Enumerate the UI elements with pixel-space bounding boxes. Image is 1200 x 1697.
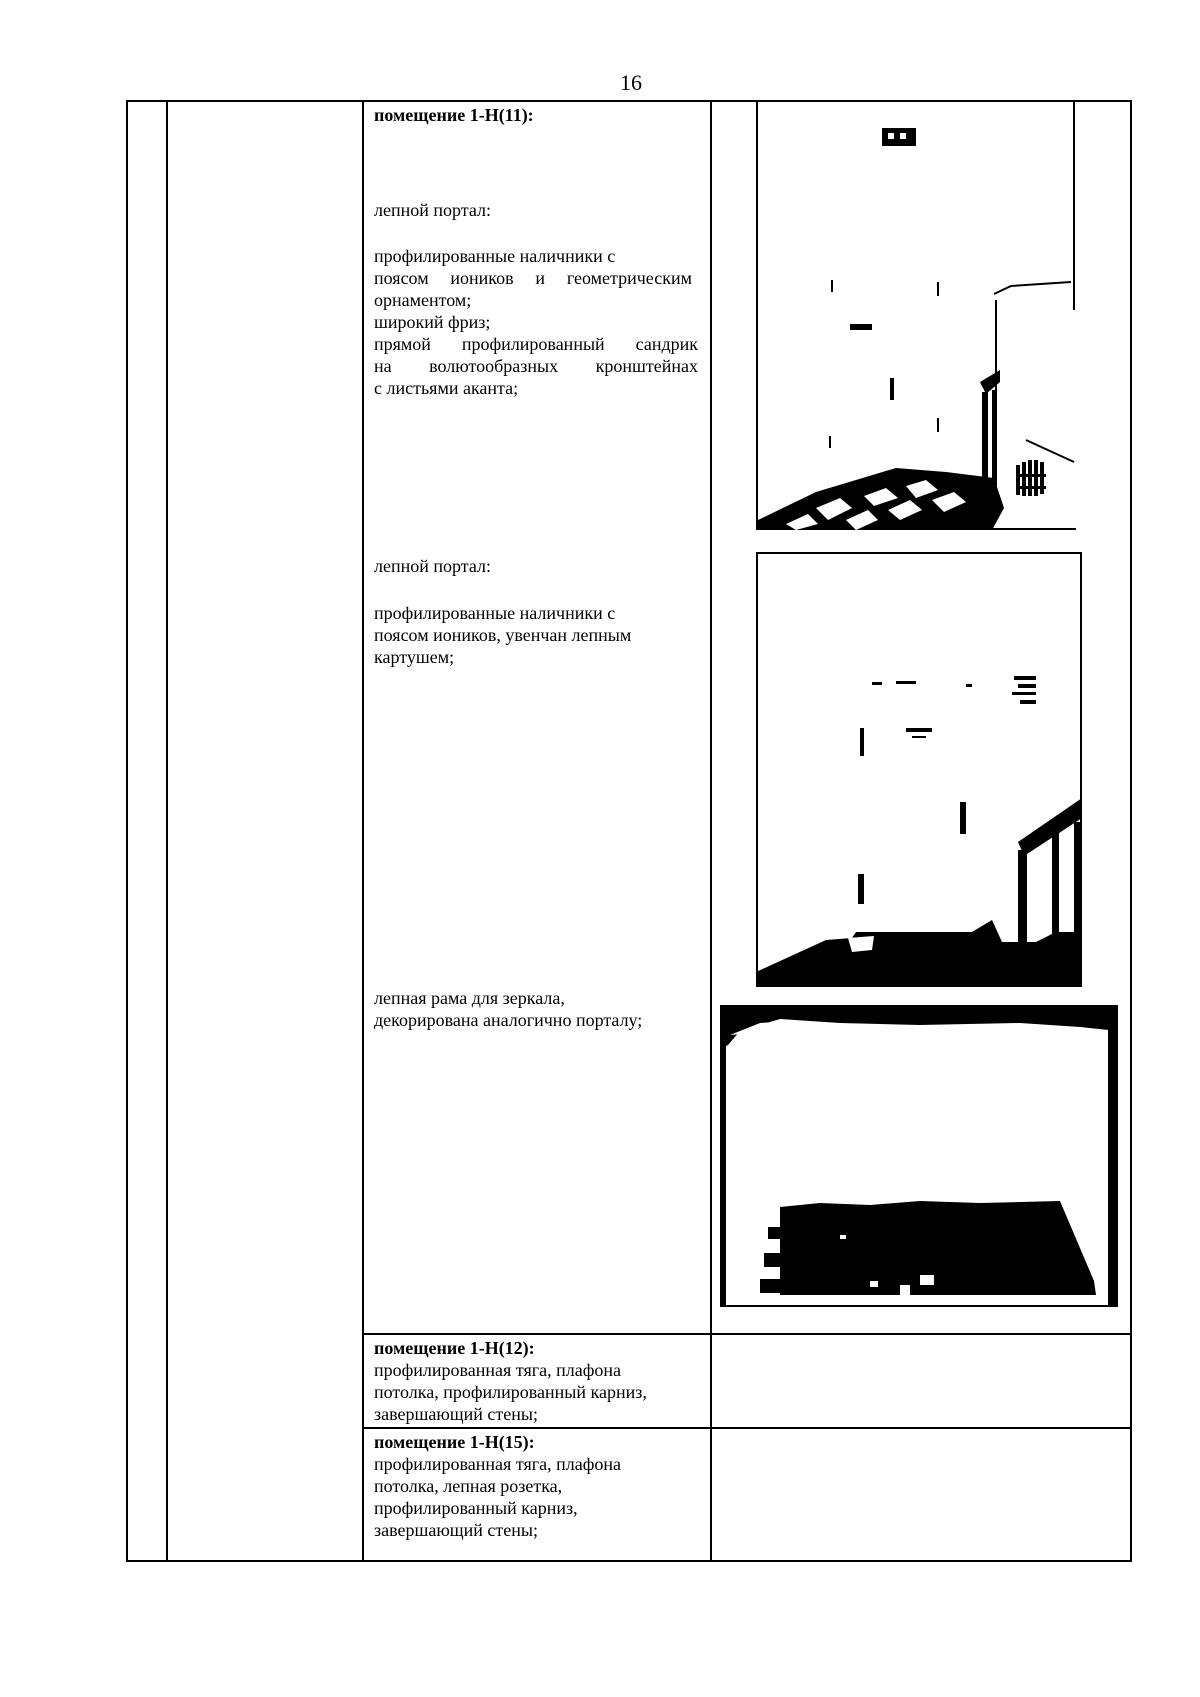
mirror-frame-line: декорирована аналогично порталу; bbox=[374, 1010, 643, 1030]
portal-photo-2-image bbox=[756, 552, 1082, 987]
mirror-frame-line: лепная рама для зеркала, bbox=[374, 988, 565, 1008]
room-15-line: профилированный карниз, bbox=[374, 1498, 578, 1518]
mirror-frame-photo bbox=[720, 1005, 1118, 1307]
portal-1-line: поясом иоников и геометрическим bbox=[374, 268, 692, 288]
room-11-heading: помещение 1-Н(11): bbox=[374, 105, 534, 125]
room-12-line: потолка, профилированный карниз, bbox=[374, 1382, 647, 1402]
table-col-line-2 bbox=[166, 100, 168, 1562]
table-col-line-4 bbox=[710, 100, 712, 1562]
room-12-line: профилированная тяга, плафона bbox=[374, 1360, 621, 1380]
room-12-heading: помещение 1-Н(12): bbox=[374, 1338, 535, 1358]
room-12-line: завершающий стены; bbox=[374, 1404, 538, 1424]
room-15-line: завершающий стены; bbox=[374, 1520, 538, 1540]
portal-2-line: поясом иоников, увенчан лепным bbox=[374, 625, 632, 645]
portal-photo-2 bbox=[756, 552, 1082, 987]
table-row-line-2 bbox=[362, 1427, 1132, 1429]
room-15-heading: помещение 1-Н(15): bbox=[374, 1432, 535, 1452]
mirror-frame-photo-image bbox=[720, 1005, 1118, 1307]
portal-1-line: профилированные наличники с bbox=[374, 246, 616, 266]
portal-1-line: орнаментом; bbox=[374, 290, 472, 310]
portal-1-title: лепной портал: bbox=[374, 200, 491, 220]
portal-1-line: широкий фриз; bbox=[374, 312, 491, 332]
portal-photo-1-image bbox=[756, 100, 1076, 530]
portal-2-line: профилированные наличники с bbox=[374, 603, 616, 623]
table-col-line-1 bbox=[126, 100, 128, 1562]
portal-1-line: с листьями аканта; bbox=[374, 378, 519, 398]
portal-2-title: лепной портал: bbox=[374, 556, 491, 576]
portal-1-line: на волютообразных кронштейнах bbox=[374, 356, 698, 376]
portal-2-line: картушем; bbox=[374, 647, 455, 667]
table-row-line-1 bbox=[362, 1333, 1132, 1335]
table-bottom-border bbox=[126, 1560, 1132, 1562]
room-15-line: профилированная тяга, плафона bbox=[374, 1454, 621, 1474]
portal-1-line: прямой профилированный сандрик bbox=[374, 334, 698, 354]
table-col-line-3 bbox=[362, 100, 364, 1562]
table-col-line-5 bbox=[1130, 100, 1132, 1562]
room-15-line: потолка, лепная розетка, bbox=[374, 1476, 563, 1496]
portal-photo-1 bbox=[756, 100, 1076, 530]
page-number: 16 bbox=[620, 70, 642, 95]
